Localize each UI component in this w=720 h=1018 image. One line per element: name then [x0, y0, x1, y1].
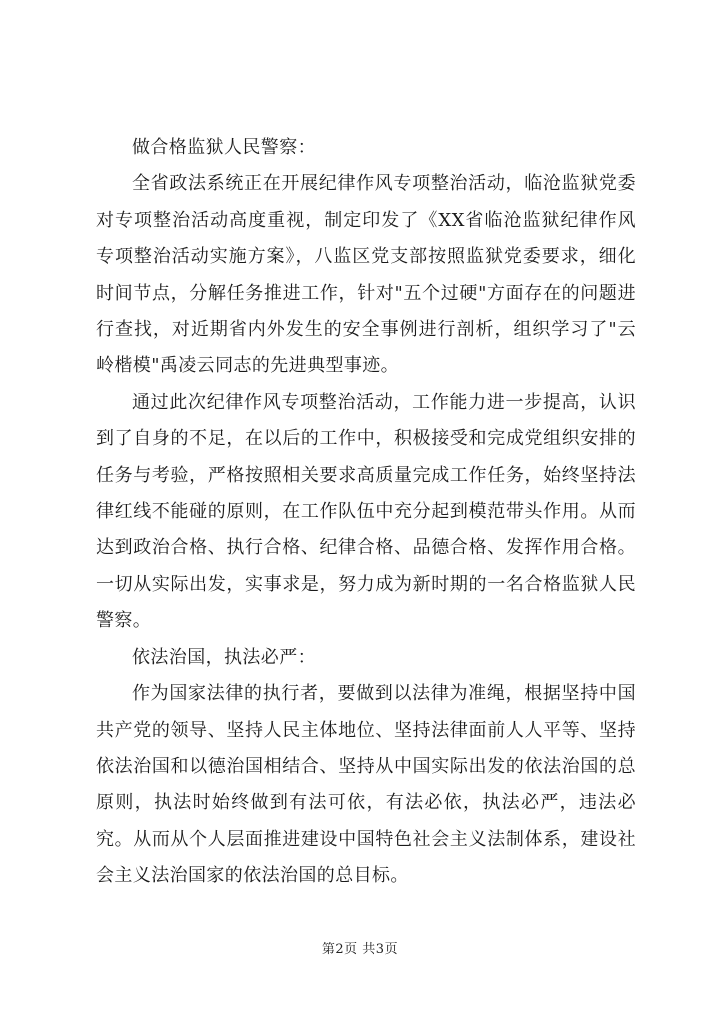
section-heading-rule-of-law: 依法治国，执法必严： — [132, 646, 316, 668]
paragraph-campaign-outcome: 通过此次纪律作风专项整治活动，工作能力进一步提高，认识到了自身的不足，在以后的工作中，积极接受和完成党组织安排的任务与考验，严格按照相关要求高质量完成工作任务，始终坚持法律红线不能碰的原则，在工作队伍中充分起到模范带头作用。从而达到政治合格、执行合格、纪律合格、品德合格、发挥作用合格。一切从实际出发，实事求是，努力成为新时期的一名合格监狱人民警察。 — [96, 391, 636, 632]
section-heading-qualified-police: 做合格监狱人民警察： — [132, 137, 316, 158]
page-number-footer: 第2页 共3页 — [321, 942, 399, 957]
document-body — [96, 130, 636, 895]
paragraph-rectification-campaign: 全省政法系统正在开展纪律作风专项整治活动，临沧监狱党委对专项整治活动高度重视，制定印发了《XX省临沧监狱纪律作风专项整治活动实施方案》，八监区党支部按照监狱党委要求，细化时间节点，分解任务推进工作，针对"五个过硬"方面存在的问题进行查找，对近期省内外发生的安全事例进行剖析，组织学习了"云岭楷模"禹凌云同志的先进典型事迹。 — [96, 173, 636, 377]
paragraph-law-enforcer: 作为国家法律的执行者，要做到以法律为准绳，根据坚持中国共产党的领导、坚持人民主体地位、坚持法律面前人人平等、坚持依法治国和以德治国相结合、坚持从中国实际出发的依法治国的总原则，执法时始终做到有法可依，有法必依，执法必严，违法必究。从而从个人层面推进建设中国特色社会主义法制体系，建设社会主义法治国家的依法治国的总目标。 — [96, 683, 636, 887]
